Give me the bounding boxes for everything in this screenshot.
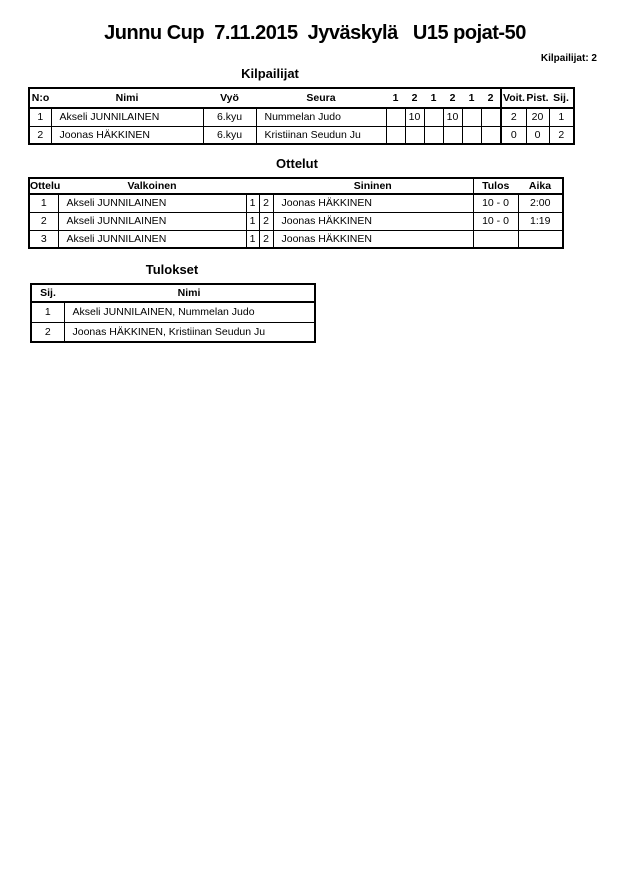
- match-row: [29, 194, 563, 212]
- cell-score-1: [386, 126, 405, 144]
- cell-nimi: Joonas HÄKKINEN, Kristiinan Seudun Ju: [64, 322, 315, 342]
- header-round-2: 2: [405, 88, 424, 108]
- match-row: [29, 212, 563, 230]
- header-seura: Seura: [256, 88, 386, 108]
- cell-nimi: Joonas HÄKKINEN: [51, 126, 203, 144]
- ottelut-heading: Ottelut: [276, 156, 318, 171]
- cell-score-6: [481, 126, 501, 144]
- cell-match-no: 2: [29, 212, 58, 230]
- cell-score-3: [424, 108, 443, 126]
- cell-valkoinen: Akseli JUNNILAINEN: [58, 230, 246, 248]
- competitor-count-label: Kilpailijat: 2: [540, 53, 597, 64]
- cell-white-num: 1: [246, 194, 259, 212]
- cell-score-1: [386, 108, 405, 126]
- header-nimi: Nimi: [64, 284, 315, 302]
- header-aika: Aika: [518, 178, 563, 194]
- cell-aika: [518, 230, 563, 248]
- cell-tulos: [473, 230, 518, 248]
- cell-blue-num: 2: [259, 194, 273, 212]
- header-no: N:o: [29, 88, 51, 108]
- header-sininen: Sininen: [273, 178, 473, 194]
- cell-score-4: 10: [443, 108, 462, 126]
- header-nimi: Nimi: [51, 88, 203, 108]
- header-round-5: 1: [462, 88, 481, 108]
- cell-score-4: [443, 126, 462, 144]
- header-round-4: 2: [443, 88, 462, 108]
- header-sij: Sij.: [31, 284, 64, 302]
- ottelut-table: [28, 177, 564, 249]
- competitor-row: [29, 108, 574, 126]
- kilpailijat-heading: Kilpailijat: [241, 66, 299, 81]
- cell-score-3: [424, 126, 443, 144]
- header-blue-num: [259, 178, 273, 194]
- header-round-6: 2: [481, 88, 501, 108]
- tulokset-heading: Tulokset: [145, 262, 199, 277]
- cell-valkoinen: Akseli JUNNILAINEN: [58, 194, 246, 212]
- cell-vyo: 6.kyu: [203, 108, 256, 126]
- tulokset-header-row: [31, 284, 315, 302]
- header-white-num: [246, 178, 259, 194]
- cell-voit: 0: [501, 126, 526, 144]
- cell-sininen: Joonas HÄKKINEN: [273, 194, 473, 212]
- cell-sininen: Joonas HÄKKINEN: [273, 230, 473, 248]
- result-row: [31, 302, 315, 322]
- cell-sininen: Joonas HÄKKINEN: [273, 212, 473, 230]
- cell-white-num: 1: [246, 230, 259, 248]
- cell-score-2: [405, 126, 424, 144]
- cell-seura: Nummelan Judo: [256, 108, 386, 126]
- cell-tulos: 10 - 0: [473, 212, 518, 230]
- competitor-row: [29, 126, 574, 144]
- header-vyo: Vyö: [203, 88, 256, 108]
- ottelut-header-row: [29, 178, 563, 194]
- cell-score-5: [462, 126, 481, 144]
- cell-valkoinen: Akseli JUNNILAINEN: [58, 212, 246, 230]
- kilpailijat-table: [28, 87, 575, 145]
- cell-score-2: 10: [405, 108, 424, 126]
- cell-aika: 1:19: [518, 212, 563, 230]
- cell-nimi: Akseli JUNNILAINEN, Nummelan Judo: [64, 302, 315, 322]
- header-pist: Pist.: [526, 88, 549, 108]
- header-round-3: 1: [424, 88, 443, 108]
- result-row: [31, 322, 315, 342]
- kilpailijat-header-row: [29, 88, 574, 108]
- cell-white-num: 1: [246, 212, 259, 230]
- cell-score-6: [481, 108, 501, 126]
- cell-sij: 1: [31, 302, 64, 322]
- cell-sij: 2: [31, 322, 64, 342]
- cell-tulos: 10 - 0: [473, 194, 518, 212]
- cell-nimi: Akseli JUNNILAINEN: [51, 108, 203, 126]
- cell-seura: Kristiinan Seudun Ju: [256, 126, 386, 144]
- cell-sij: 1: [549, 108, 574, 126]
- header-tulos: Tulos: [473, 178, 518, 194]
- header-valkoinen: Valkoinen: [58, 178, 246, 194]
- tulokset-table: [30, 283, 316, 343]
- cell-pist: 0: [526, 126, 549, 144]
- cell-blue-num: 2: [259, 212, 273, 230]
- cell-no: 2: [29, 126, 51, 144]
- cell-blue-num: 2: [259, 230, 273, 248]
- cell-sij: 2: [549, 126, 574, 144]
- cell-vyo: 6.kyu: [203, 126, 256, 144]
- cell-match-no: 3: [29, 230, 58, 248]
- header-voit: Voit.: [501, 88, 526, 108]
- cell-match-no: 1: [29, 194, 58, 212]
- cell-pist: 20: [526, 108, 549, 126]
- page-title: Junnu Cup 7.11.2015 Jyväskylä U15 pojat-50: [104, 22, 526, 44]
- header-round-1: 1: [386, 88, 405, 108]
- cell-aika: 2:00: [518, 194, 563, 212]
- cell-score-5: [462, 108, 481, 126]
- header-sij: Sij.: [549, 88, 574, 108]
- match-row: [29, 230, 563, 248]
- cell-no: 1: [29, 108, 51, 126]
- cell-voit: 2: [501, 108, 526, 126]
- header-ottelu: Ottelu: [30, 180, 61, 192]
